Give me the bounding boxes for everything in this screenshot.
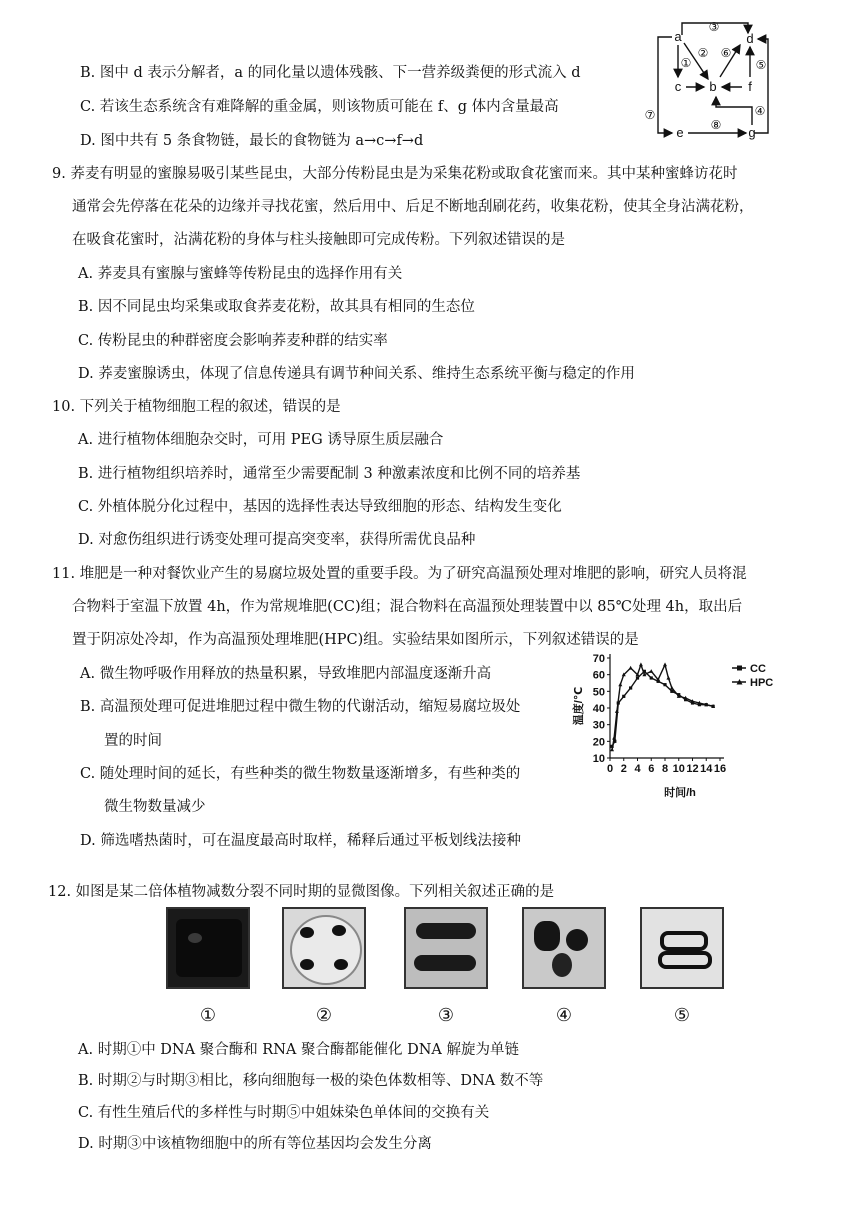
q11-option-d: D. 筛选嗜热菌时，可在温度最高时取样，稀释后通过平板划线法接种 [80, 833, 521, 849]
y-tick-label: 60 [592, 669, 605, 682]
micrograph-label-5: ⑤ [673, 1005, 691, 1026]
data-point-hpc [670, 686, 674, 690]
data-point-hpc [639, 662, 643, 666]
data-point-hpc [649, 669, 653, 673]
q10-option-c: C. 外植体脱分化过程中，基因的选择性表达导致细胞的形态、结构发生变化 [78, 499, 562, 515]
q10-option-d: D. 对愈伤组织进行诱变处理可提高突变率，获得所需优良品种 [78, 532, 476, 548]
arrow-label-8: ⑧ [710, 118, 722, 132]
micrograph-2 [282, 907, 366, 989]
q9-option-c: C. 传粉昆虫的种群密度会影响荞麦种群的结实率 [78, 333, 388, 349]
q9-option-d: D. 荞麦蜜腺诱虫，体现了信息传递具有调节种间关系、维持生态系统平衡与稳定的作用 [78, 366, 635, 382]
y-tick-label: 10 [592, 753, 605, 765]
q11-option-b-line2: 置的时间 [104, 733, 162, 749]
x-tick-label: 0 [606, 763, 614, 775]
chart-x-label: 时间/h [664, 787, 696, 799]
chart-y-label: 温度/℃ [573, 686, 585, 726]
x-tick-label: 2 [620, 763, 627, 775]
micrograph-3 [404, 907, 488, 989]
q12-stem: 12. 如图是某二倍体植物减数分裂不同时期的显微图像。下列相关叙述正确的是 [48, 884, 555, 900]
data-point-hpc [610, 747, 614, 751]
arrow-label-3: ③ [708, 20, 720, 34]
q11-stem-line1: 11. 堆肥是一种对餐饮业产生的易腐垃圾处置的重要手段。为了研究高温预处理对堆肥的影响，研究人员将混 [52, 566, 747, 582]
q11-option-a: A. 微生物呼吸作用释放的热量积累，导致堆肥内部温度逐渐升高 [80, 666, 492, 682]
micrograph-1 [166, 907, 250, 989]
data-point-hpc [663, 662, 667, 666]
micrograph-4 [522, 907, 606, 989]
q11-option-c-line1: C. 随处理时间的延长，有些种类的微生物数量逐渐增多，有些种类的 [80, 766, 521, 782]
q9-option-b: B. 因不同昆虫均采集或取食荞麦花粉，故其具有相同的生态位 [78, 299, 475, 315]
q9-stem-line3: 在吸食花蜜时，沾满花粉的身体与柱头接触即可完成传粉。下列叙述错误的是 [72, 232, 565, 248]
micrograph-label-4: ④ [555, 1005, 573, 1026]
q12-option-c: C. 有性生殖后代的多样性与时期⑤中姐妹染色单体间的交换有关 [78, 1105, 490, 1121]
q11-stem-line2: 合物料于室温下放置 4h，作为常规堆肥(CC)组；混合物料在高温预处理装置中以 85℃处理 4h，取出后 [72, 599, 743, 615]
y-tick-label: 50 [592, 686, 605, 699]
x-tick-label: 10 [672, 763, 685, 775]
data-point-hpc [618, 682, 622, 686]
x-tick-label: 14 [700, 763, 713, 775]
q9-stem-line1: 9. 荞麦有明显的蜜腺易吸引某些昆虫，大部分传粉昆虫是为采集花粉或取食花蜜而来。其中某种蜜蜂访花时 [52, 166, 738, 182]
data-point-cc [636, 676, 639, 679]
arrow-label-1: ① [680, 56, 692, 70]
y-tick-label: 20 [592, 736, 605, 749]
micrograph-5 [640, 907, 724, 989]
q10-option-b: B. 进行植物组织培养时，通常至少需要配制 3 种激素浓度和比例不同的培养基 [78, 466, 581, 482]
q9-option-a: A. 荞麦具有蜜腺与蜜蜂等传粉昆虫的选择作用有关 [78, 266, 403, 282]
y-tick-label: 30 [592, 719, 605, 732]
micrograph-label-1: ① [199, 1005, 217, 1026]
arrow-label-5: ⑤ [755, 58, 767, 72]
arrow-label-6: ⑥ [720, 46, 732, 60]
legend-label-hpc: HPC [750, 677, 774, 689]
y-tick-label: 40 [592, 703, 605, 715]
data-point-cc [622, 695, 625, 698]
x-tick-label: 4 [634, 763, 641, 775]
node-f: f [748, 79, 752, 94]
q8-option-c: C. 若该生态系统含有难降解的重金属，则该物质可能在 f、g 体内含量最高 [80, 99, 559, 115]
q11-stem-line3: 置于阴凉处冷却，作为高温预处理堆肥(HPC)组。实验结果如图所示，下列叙述错误的是 [72, 632, 639, 648]
x-tick-label: 6 [648, 763, 655, 775]
data-point-cc [629, 686, 632, 689]
series-line-hpc [612, 665, 713, 750]
x-tick-label: 16 [713, 763, 727, 775]
y-tick-label: 70 [592, 653, 605, 665]
node-g: g [748, 125, 756, 140]
q8-option-b: B. 图中 d 表示分解者，a 的同化量以遗体残骸、下一营养级粪便的形式流入 d [80, 65, 581, 81]
q10-stem: 10. 下列关于植物细胞工程的叙述，错误的是 [52, 399, 341, 415]
q12-option-d: D. 时期③中该植物细胞中的所有等位基因均会发生分离 [78, 1136, 432, 1152]
node-a: a [674, 29, 682, 44]
data-point-cc [663, 683, 666, 686]
arrow-label-2: ② [697, 46, 709, 60]
q10-option-a: A. 进行植物体细胞杂交时，可用 PEG 诱导原生质层融合 [78, 432, 444, 448]
q12-option-a: A. 时期①中 DNA 聚合酶和 RNA 聚合酶都能催化 DNA 解旋为单链 [78, 1042, 519, 1058]
temperature-chart [570, 648, 785, 800]
arrow-label-7: ⑦ [644, 108, 656, 122]
legend-label-cc: CC [750, 663, 766, 675]
legend-marker-cc [737, 666, 742, 671]
food-web-diagram [640, 15, 775, 155]
q11-option-b-line1: B. 高温预处理可促进堆肥过程中微生物的代谢活动，缩短易腐垃圾处 [80, 699, 521, 715]
data-point-hpc [666, 676, 670, 680]
node-d: d [746, 31, 754, 46]
micrograph-label-3: ③ [437, 1005, 455, 1026]
x-tick-label: 8 [661, 763, 669, 775]
node-b: b [709, 79, 717, 94]
arrow-label-4: ④ [754, 104, 766, 118]
micrograph-label-2: ② [315, 1005, 333, 1026]
data-point-cc [650, 676, 653, 679]
q11-option-c-line2: 微生物数量减少 [104, 799, 206, 815]
q9-stem-line2: 通常会先停落在花朵的边缘并寻找花蜜，然后用中、后足不断地刮刷花药，收集花粉，使其全身沾满花粉， [72, 199, 754, 215]
data-point-hpc [629, 666, 633, 670]
q8-option-d: D. 图中共有 5 条食物链，最长的食物链为 a→c→f→d [80, 133, 424, 149]
node-c: c [674, 79, 682, 94]
node-e: e [676, 125, 684, 140]
q12-option-b: B. 时期②与时期③相比，移向细胞每一极的染色体数相等、DNA 数不等 [78, 1073, 544, 1089]
series-line-cc [612, 671, 713, 746]
x-tick-label: 12 [686, 763, 699, 775]
